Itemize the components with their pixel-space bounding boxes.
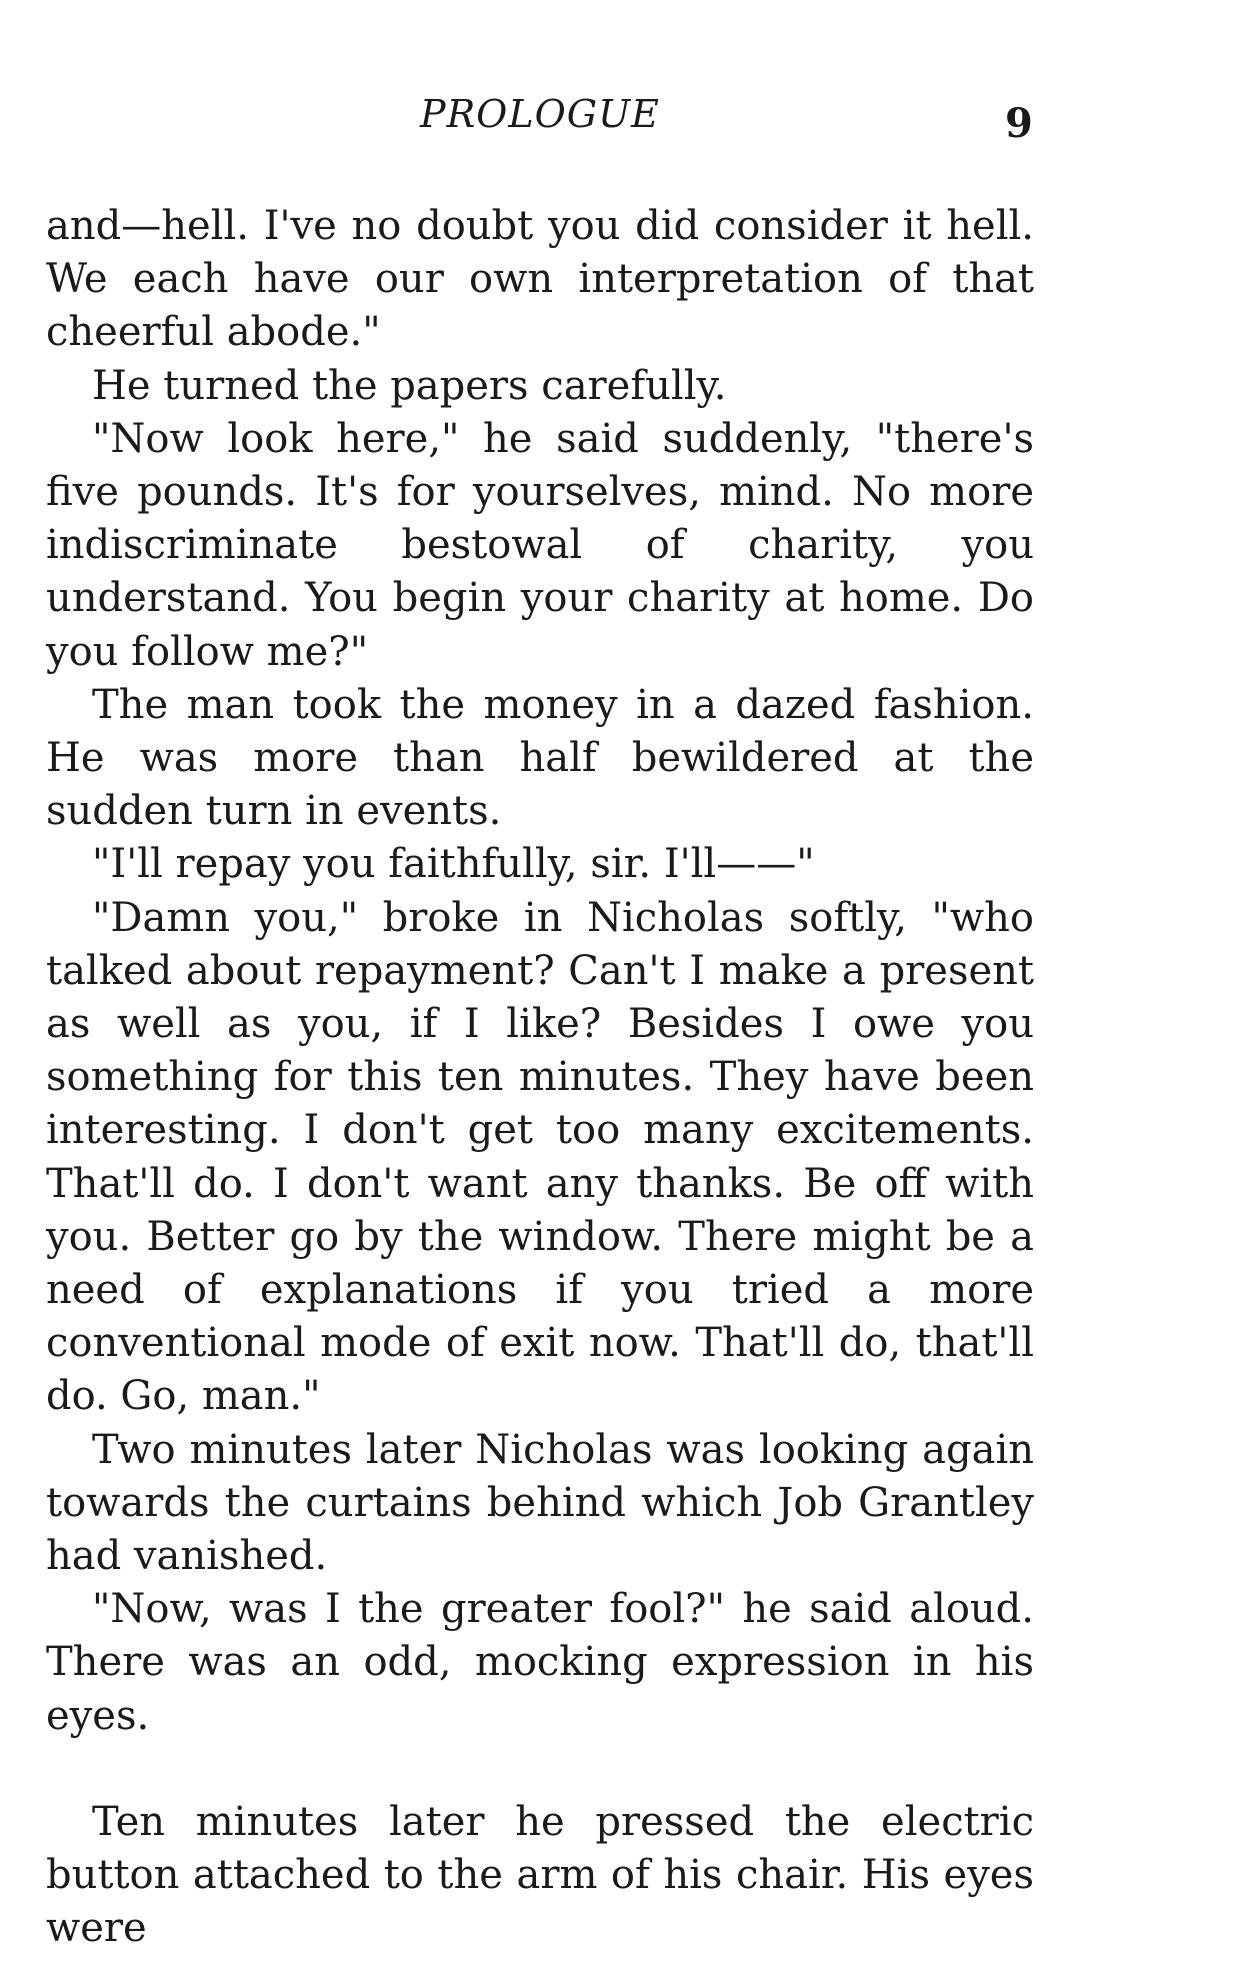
- body-text: [46, 200, 1034, 1956]
- paragraph: Two minutes later Nicholas was looking again towards the curtains behind which Job Grantley had vanished.: [46, 1426, 1034, 1580]
- paragraph: "Now, was I the greater fool?" he said aloud. There was an odd, mocking expression in his eyes.: [46, 1586, 1034, 1739]
- paragraph: He turned the papers carefully.: [92, 362, 727, 409]
- page-number: 9: [1005, 100, 1033, 147]
- paragraph: The man took the money in a dazed fashion. He was more than half bewildered at the sudden turn in events.: [46, 681, 1034, 835]
- paragraph: and—hell. I've no doubt you did consider it hell. We each have our own interpretation of that cheerful abode.": [46, 203, 1034, 356]
- paragraph: "Now look here," he said suddenly, "there's five pounds. It's for yourselves, mind. No more indiscriminate bestowal of charity, you understand. You begin your charity at home. Do you follow me?": [46, 415, 1034, 675]
- paragraph: "Damn you," broke in Nicholas softly, "who talked about repayment? Can't I make a present as well as you, if I like? Besides I owe you something for this ten minutes. They have been interesting. I don't get too many excitements. That'll do. I don't want any thanks. Be off with you. Better go by the window. There might be a need of explanations if you tried a more conventional mode of exit now. That'll do, that'll do. Go, man.": [46, 894, 1034, 1420]
- paragraph: "I'll repay you faithfully, sir. I'll——": [92, 841, 815, 888]
- paragraph: Ten minutes later he pressed the electric button attached to the arm of his chair. His eyes were: [46, 1798, 1034, 1952]
- running-head: PROLOGUE: [420, 92, 660, 136]
- page-header: [0, 92, 1234, 152]
